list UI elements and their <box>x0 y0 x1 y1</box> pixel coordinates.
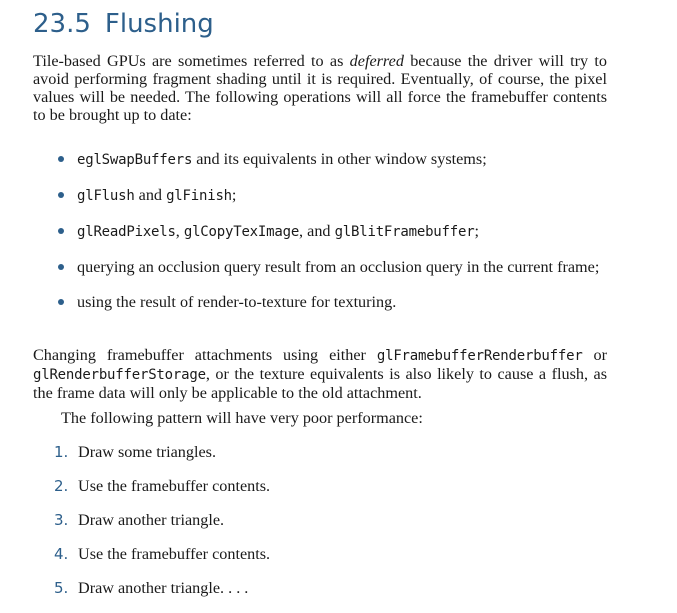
step-item <box>54 545 270 579</box>
step-number: 5. <box>54 579 69 597</box>
step-item <box>54 579 270 613</box>
list-item <box>55 150 607 169</box>
operations-list <box>55 150 607 328</box>
list-item-text: and its equivalents in other window systems; <box>192 150 487 168</box>
attachments-paragraph <box>33 346 607 402</box>
list-item-text: ; <box>231 186 237 204</box>
paragraph-text: or <box>582 346 607 364</box>
intro-text-1: Tile-based GPUs are sometimes referred to as <box>33 52 350 70</box>
list-item <box>55 222 607 241</box>
section-title: Flushing <box>104 9 214 39</box>
intro-emphasis: deferred <box>349 52 404 70</box>
step-text: Draw some triangles. <box>78 443 217 461</box>
list-item-text: querying an occlusion query result from an occlusion query in the current frame; <box>77 258 600 276</box>
step-text: Draw another triangle. <box>78 511 225 529</box>
list-item-text: ; <box>474 222 479 240</box>
bullet-icon <box>58 264 64 270</box>
list-item <box>55 186 607 205</box>
code-term: glFramebufferRenderbuffer <box>376 348 583 364</box>
step-text: Use the framebuffer contents. <box>78 545 271 563</box>
list-item-text: and <box>134 186 167 204</box>
intro-text-2: because the driver will try to avoid performing fragment shading until it is required. Eventually, of course, the pixel values will be needed. The following operations will all force the framebuffer contents to be brought up to date: <box>33 52 607 124</box>
section-number: 23.5 <box>33 9 91 39</box>
code-term: glFlush <box>77 188 135 204</box>
pattern-intro: The following pattern will have very poor performance: <box>61 409 423 427</box>
step-item <box>54 511 270 545</box>
step-item <box>54 443 270 477</box>
step-number: 2. <box>54 477 69 495</box>
step-number: 3. <box>54 511 69 529</box>
bullet-icon <box>58 228 64 234</box>
step-number: 1. <box>54 443 69 461</box>
list-item-text: , <box>175 222 184 240</box>
step-number: 4. <box>54 545 69 563</box>
code-term: eglSwapBuffers <box>77 152 193 168</box>
list-item-text: , and <box>299 222 335 240</box>
code-term: glCopyTexImage <box>183 224 300 240</box>
section-heading <box>33 9 214 39</box>
code-term: glFinish <box>166 188 232 204</box>
steps-list <box>54 443 270 613</box>
bullet-icon <box>58 192 64 198</box>
paragraph-text: , or the texture equivalents is also likely to cause a flush, as the frame data will only be applicable to the old attachment. <box>33 365 607 402</box>
code-term: glReadPixels <box>77 224 176 240</box>
paragraph-text: Changing framebuffer attachments using either <box>33 346 377 364</box>
list-item <box>55 293 607 311</box>
code-term: glBlitFramebuffer <box>334 224 475 240</box>
bullet-icon <box>58 299 64 305</box>
step-text: Draw another triangle. . . . <box>78 579 249 597</box>
list-item-text: using the result of render-to-texture for texturing. <box>77 293 397 311</box>
step-item <box>54 477 270 511</box>
step-text: Use the framebuffer contents. <box>78 477 271 495</box>
code-term: glRenderbufferStorage <box>33 367 206 383</box>
list-item <box>55 258 607 276</box>
intro-paragraph <box>33 52 607 124</box>
bullet-icon <box>58 156 64 162</box>
